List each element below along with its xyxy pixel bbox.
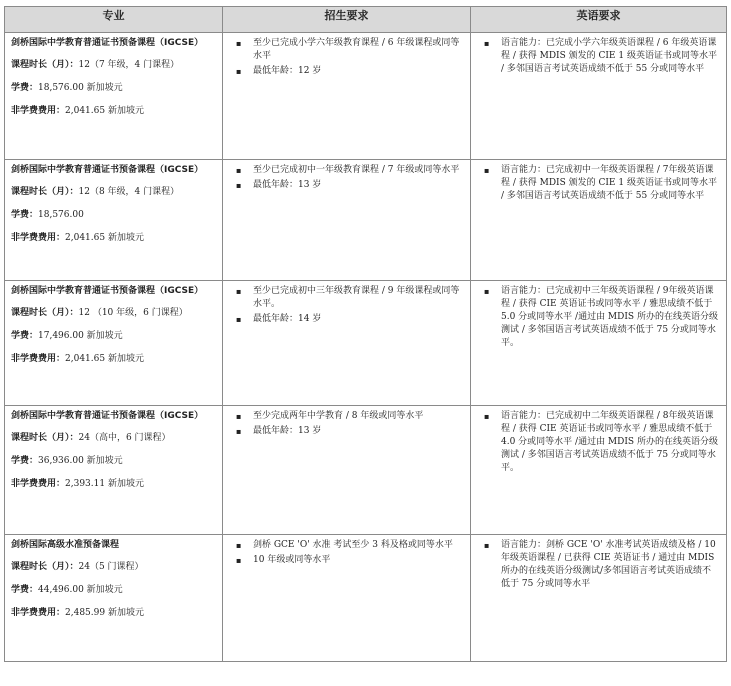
program-cell bbox=[5, 535, 223, 662]
nonfee-label: 非学费费用： bbox=[11, 233, 66, 243]
english-item: ▪ 语言能力：已完成小学六年级英语课程 / 6 年级英语课程 / 获得 MDIS 颁发的 CIE 1 级英语证书或同等水平 / 多邻国语言考试英语成绩不低于 55 分或同等水平 bbox=[501, 37, 720, 76]
program-cell bbox=[5, 33, 223, 160]
table-row bbox=[5, 535, 727, 662]
nonfee-value: 2,041.65 新加坡元 bbox=[65, 106, 144, 116]
english-cell bbox=[471, 281, 727, 406]
english-cell bbox=[471, 33, 727, 160]
program-name: 剑桥国际中学教育普通证书预备课程（IGCSE） bbox=[11, 165, 204, 175]
admission-item: ▪ 最低年龄：12 岁 bbox=[253, 65, 464, 78]
nonfee-label: 非学费费用： bbox=[11, 354, 66, 364]
nonfee-label: 非学费费用： bbox=[11, 479, 66, 489]
english-item: ▪ 语言能力：已完成初中一年级英语课程 / 7年级英语课程 / 获得 MDIS 颁发的 CIE 1 级英语证书或同等水平 / 多邻国语言考试英语成绩不低于 55 分或同等水平 bbox=[501, 164, 720, 203]
program-cell bbox=[5, 160, 223, 281]
fee-label: 学费： bbox=[11, 456, 39, 466]
duration-label: 课程时长（月）： bbox=[11, 308, 79, 318]
duration-label: 课程时长（月）： bbox=[11, 60, 79, 70]
english-item: ▪ 语言能力：已完成初中三年级英语课程 / 9年级英语课程 / 获得 CIE 英语证书或同等水平 / 雅思成绩不低于 5.0 分或同等水平 /通过由 MDIS 所办的在线英语分级测试 / 多邻国语言考试英语成绩不低于 75 分或同等水平。 bbox=[501, 285, 720, 350]
english-item: ▪ 语言能力：剑桥 GCE 'O' 水准考试英语成绩及格 / 10 年级英语课程 / 已获得 CIE 英语证书 / 通过由 MDIS 所办的在线英语分级测试/多邻国语言考试英语成绩不低于 75 分或同等水平 bbox=[501, 539, 720, 591]
program-cell bbox=[5, 406, 223, 535]
nonfee-label: 非学费费用： bbox=[11, 106, 66, 116]
duration-value: 12（8 年级，4 门课程） bbox=[78, 187, 180, 197]
english-cell bbox=[471, 406, 727, 535]
admission-cell bbox=[223, 535, 471, 662]
admission-item: ▪ 剑桥 GCE 'O' 水准 考试至少 3 科及格或同等水平 bbox=[253, 539, 464, 552]
admission-item: ▪ 至少已完成初中一年级教育课程 / 7 年级或同等水平 bbox=[253, 164, 464, 177]
program-name: 剑桥国际中学教育普通证书预备课程（IGCSE） bbox=[11, 38, 204, 48]
fee-value: 18,576.00 bbox=[38, 210, 84, 220]
table-row bbox=[5, 160, 727, 281]
admission-cell bbox=[223, 33, 471, 160]
duration-value: 12 （10 年级，6 门课程） bbox=[78, 308, 188, 318]
fee-label: 学费： bbox=[11, 83, 39, 93]
duration-value: 12（7 年级，4 门课程） bbox=[78, 60, 180, 70]
admission-item: ▪ 最低年龄：13 岁 bbox=[253, 179, 464, 192]
english-cell bbox=[471, 535, 727, 662]
nonfee-label: 非学费费用： bbox=[11, 608, 66, 618]
header-english: 英语要求 bbox=[471, 7, 727, 33]
duration-value: 24（5 门课程） bbox=[78, 562, 144, 572]
fee-value: 36,936.00 新加坡元 bbox=[38, 456, 123, 466]
admission-item: ▪ 至少已完成初中三年级教育课程 / 9 年级课程或同等水平。 bbox=[253, 285, 464, 311]
program-name: 剑桥国际中学教育普通证书预备课程（IGCSE） bbox=[11, 286, 204, 296]
admission-item: ▪ 最低年龄：13 岁 bbox=[253, 425, 464, 438]
header-major: 专业 bbox=[5, 7, 223, 33]
admission-item: ▪ 10 年级或同等水平 bbox=[253, 554, 464, 567]
fee-value: 17,496.00 新加坡元 bbox=[38, 331, 123, 341]
admission-item: ▪ 最低年龄：14 岁 bbox=[253, 313, 464, 326]
admission-cell bbox=[223, 281, 471, 406]
program-name: 剑桥国际高级水准预备课程 bbox=[11, 540, 120, 550]
fee-label: 学费： bbox=[11, 585, 39, 595]
fee-label: 学费： bbox=[11, 331, 39, 341]
nonfee-value: 2,041.65 新加坡元 bbox=[65, 354, 144, 364]
table-row bbox=[5, 281, 727, 406]
duration-label: 课程时长（月）： bbox=[11, 433, 79, 443]
nonfee-value: 2,041.65 新加坡元 bbox=[65, 233, 144, 243]
admission-cell bbox=[223, 160, 471, 281]
fee-value: 18,576.00 新加坡元 bbox=[38, 83, 123, 93]
program-cell bbox=[5, 281, 223, 406]
fee-label: 学费： bbox=[11, 210, 39, 220]
english-cell bbox=[471, 160, 727, 281]
duration-label: 课程时长（月）： bbox=[11, 187, 79, 197]
table-row bbox=[5, 33, 727, 160]
nonfee-value: 2,393.11 新加坡元 bbox=[65, 479, 144, 489]
admission-item: ▪ 至少已完成小学六年级教育课程 / 6 年级课程或同等水平 bbox=[253, 37, 464, 63]
header-row bbox=[5, 7, 727, 33]
duration-value: 24（高中，6 门课程） bbox=[78, 433, 171, 443]
nonfee-value: 2,485.99 新加坡元 bbox=[65, 608, 144, 618]
header-admission: 招生要求 bbox=[223, 7, 471, 33]
table-row bbox=[5, 406, 727, 535]
duration-label: 课程时长（月）： bbox=[11, 562, 79, 572]
fee-value: 44,496.00 新加坡元 bbox=[38, 585, 123, 595]
course-requirements-table bbox=[4, 6, 727, 662]
admission-item: ▪ 至少完成两年中学教育 / 8 年级或同等水平 bbox=[253, 410, 464, 423]
program-name: 剑桥国际中学教育普通证书预备课程（IGCSE） bbox=[11, 411, 204, 421]
admission-cell bbox=[223, 406, 471, 535]
english-item: ▪ 语言能力：已完成初中二年级英语课程 / 8年级英语课程 / 获得 CIE 英语证书或同等水平 / 雅思成绩不低于 4.0 分或同等水平 /通过由 MDIS 所办的在线英语分级测试 / 多邻国语言考试英语成绩不低于 75 分或同等水平。 bbox=[501, 410, 720, 475]
